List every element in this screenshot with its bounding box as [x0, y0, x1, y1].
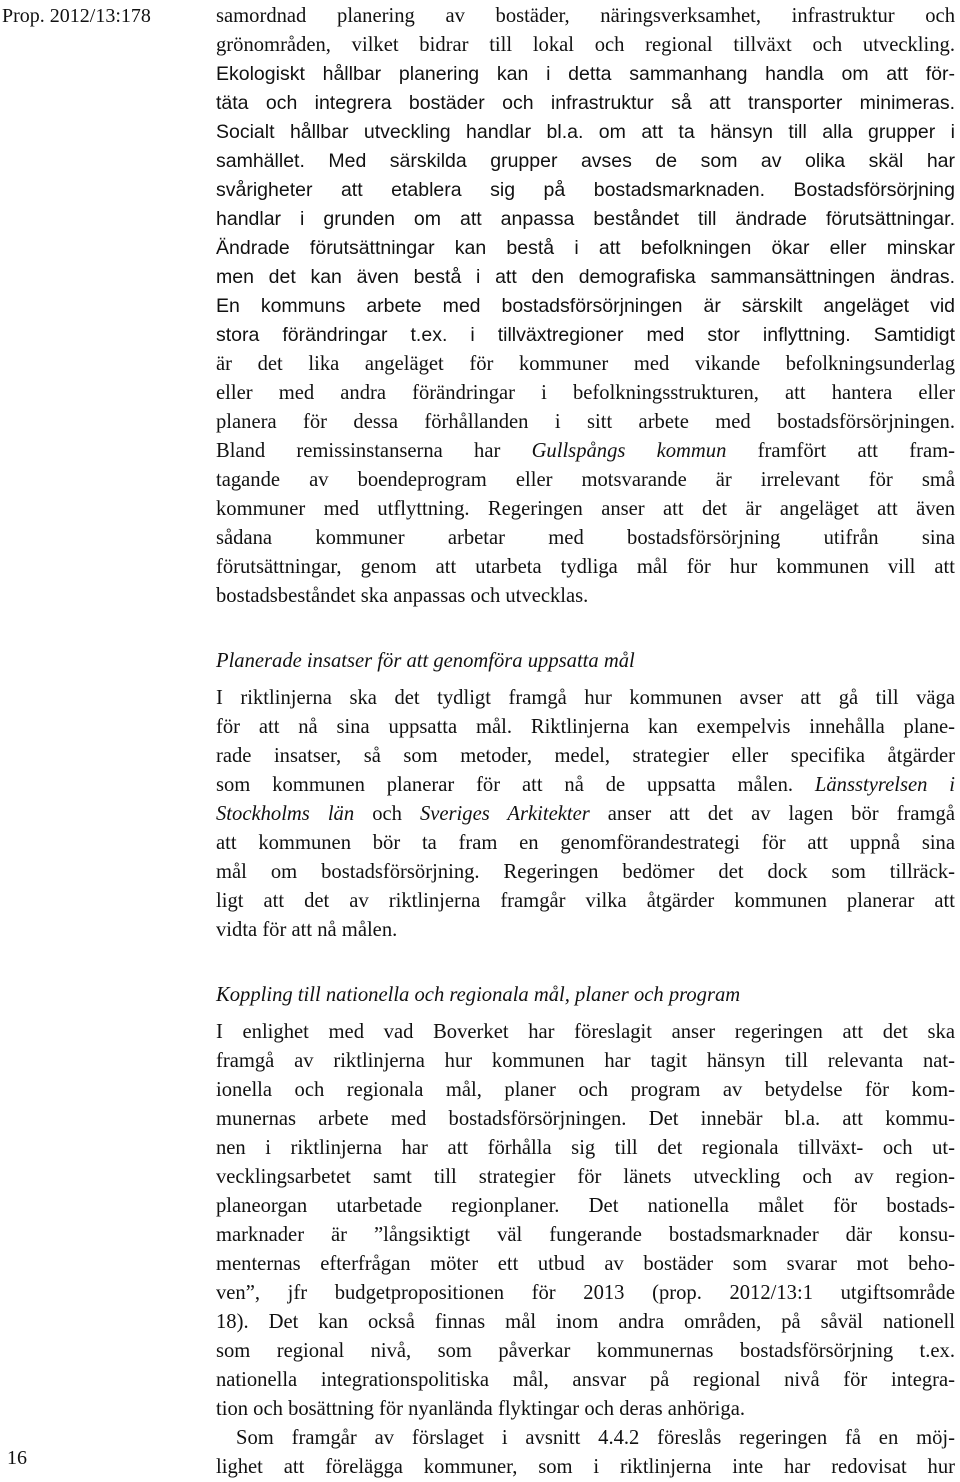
text-line: menternas efterfrågan möter ett utbud av bostäder som svarar mot beho- — [216, 1253, 955, 1275]
spacer — [216, 676, 955, 684]
text-line: förutsättningar, genom att utarbeta tydliga mål för hur kommunen vill att — [216, 556, 955, 578]
text-line: grönområden, vilket bidrar till lokal och regional tillväxt och utveckling. — [216, 34, 955, 56]
text-line: handlar i grunden om att anpassa beståndet till ändrade förutsättningar. — [216, 208, 955, 230]
text-line — [216, 800, 955, 829]
text-line: samordnad planering av bostäder, näringsverksamhet, infrastruktur och — [216, 5, 955, 27]
text-line — [216, 771, 955, 800]
text-line: är det lika angeläget för kommuner med vikande befolkningsunderlag — [216, 353, 955, 375]
spacer — [216, 1010, 955, 1018]
text-run: anser att det av lagen bör framgå — [589, 803, 955, 825]
text-line: Socialt hållbar utveckling handlar bl.a. om att ta hänsyn till alla grupper i — [216, 121, 955, 143]
remiss-body-gullspang: Gullspångs kommun — [531, 440, 727, 462]
text-line: för att nå sina uppsatta mål. Riktlinjerna kan exempelvis innehålla plane- — [216, 716, 955, 738]
main-text-column — [216, 2, 955, 1482]
text-line: nationella integrationspolitiska mål, ansvar på regional nivå för integra- — [216, 1369, 955, 1391]
text-run: som kommunen planerar för att nå de uppsatta målen. — [216, 774, 815, 796]
text-line: ligt att det av riktlinjerna framgår vilka åtgärder kommunen planerar att — [216, 890, 955, 912]
text-line: Ekologiskt hållbar planering kan i detta sammanhang handla om att för- — [216, 63, 955, 85]
text-line: tagande av boendeprogram eller motsvarande är irrelevant för små — [216, 469, 955, 491]
text-line: vidta för att nå målen. — [216, 919, 398, 941]
text-line: I riktlinjerna ska det tydligt framgå hur kommunen avser att gå till väga — [216, 687, 955, 709]
text-line: I enlighet med vad Boverket har föreslagit anser regeringen att det ska — [216, 1021, 955, 1043]
spacer — [216, 945, 955, 974]
text-line: ven”, jfr budgetpropositionen för 2013 (prop. 2012/13:1 utgiftsområde — [216, 1282, 955, 1304]
text-line: täta och integrera bostäder och infrastruktur så att transporter minimeras. — [216, 92, 955, 114]
text-run: Bland remissinstanserna har — [216, 440, 532, 462]
text-line: bostadsbeståndet ska anpassas och utvecklas. — [216, 585, 589, 607]
text-line: som regional nivå, som påverkar kommunernas bostadsförsörjning t.ex. — [216, 1340, 955, 1362]
text-line: En kommuns arbete med bostadsförsörjningen är särskilt angeläget vid — [216, 295, 955, 317]
text-run: och — [354, 803, 420, 825]
text-line: att kommunen bör ta fram en genomförandestrategi för att uppnå sina — [216, 832, 955, 854]
spacer — [216, 640, 955, 647]
paragraph-forelaggande-cont — [216, 1453, 955, 1482]
text-line: mål om bostadsförsörjning. Regeringen bedömer det dock som tillräck- — [216, 861, 955, 883]
remiss-body-lansstyrelsen-cont: Stockholms län — [216, 803, 355, 825]
spacer — [216, 611, 955, 640]
proposition-reference: Prop. 2012/13:178 — [2, 5, 151, 27]
text-line: Som framgår av förslaget i avsnitt 4.4.2 föreslås regeringen få en möj- — [236, 1427, 955, 1449]
text-line: 18). Det kan också finnas mål inom andra områden, på såväl nationell — [216, 1311, 955, 1333]
text-line: sådana kommuner arbetar med bostadsförsörjning utifrån sina — [216, 527, 955, 549]
text-line: svårigheter att etablera sig på bostadsmarknaden. Bostadsförsörjning — [216, 179, 955, 201]
text-line: vecklingsarbetet samt till strategier för länets utveckling och av region- — [216, 1166, 955, 1188]
text-line: kommuner med utflyttning. Regeringen anser att det är angeläget att även — [216, 498, 955, 520]
spacer — [216, 974, 955, 981]
text-line: nen i riktlinjerna har att förhålla sig till det regionala tillväxt- och ut- — [216, 1137, 955, 1159]
text-line: tion och bosättning för nyanlända flyktingar och deras anhöriga. — [216, 1398, 745, 1420]
text-line: munernas arbete med bostadsförsörjningen. Det innebär bl.a. att kommu- — [216, 1108, 955, 1130]
text-run: framfört att fram- — [726, 440, 955, 462]
paragraph-forelaggande — [216, 1424, 955, 1453]
text-line: planeorgan utarbetade regionplaner. Det nationella målet för bostads- — [216, 1195, 955, 1217]
text-line: planera för dessa förhållanden i sitt arbete med bostadsförsörjningen. — [216, 411, 955, 433]
page-number: 16 — [7, 1447, 27, 1469]
section-heading-national-regional-goals: Koppling till nationella och regionala mål, planer och program — [216, 984, 741, 1006]
paragraph-planned-measures — [216, 684, 955, 945]
text-line: eller med andra förändringar i befolkningsstrukturen, att hantera eller — [216, 382, 955, 404]
paragraph-sustainable-planning — [216, 2, 955, 611]
text-line: Ändrade förutsättningar kan bestå i att befolkningen ökar eller minskar — [216, 237, 955, 259]
text-line: framgå av riktlinjerna hur kommunen har tagit hänsyn till relevanta nat- — [216, 1050, 955, 1072]
text-line: marknader är ”långsiktigt väl fungerande bostadsmarknader där konsu- — [216, 1224, 955, 1246]
text-line: ionella och regionala mål, planer och program av betydelse för kom- — [216, 1079, 955, 1101]
text-line: samhället. Med särskilda grupper avses de som av olika skäl har — [216, 150, 955, 172]
remiss-body-lansstyrelsen: Länsstyrelsen i — [814, 774, 955, 796]
text-line: men det kan även bestå i att den demografiska sammansättningen ändras. — [216, 266, 955, 288]
text-line: lighet att förelägga kommuner, som i riktlinjerna inte har redovisat hur — [216, 1456, 955, 1478]
text-line: rade insatser, så som metoder, medel, strategier eller specifika åtgärder — [216, 745, 955, 767]
text-line — [216, 437, 955, 466]
section-heading-planned-measures: Planerade insatser för att genomföra uppsatta mål — [216, 650, 635, 672]
text-line: stora förändringar t.ex. i tillväxtregioner med stor inflyttning. Samtidigt — [216, 324, 955, 346]
paragraph-national-regional-goals — [216, 1018, 955, 1424]
remiss-body-sveriges-arkitekter: Sveriges Arkitekter — [419, 803, 590, 825]
